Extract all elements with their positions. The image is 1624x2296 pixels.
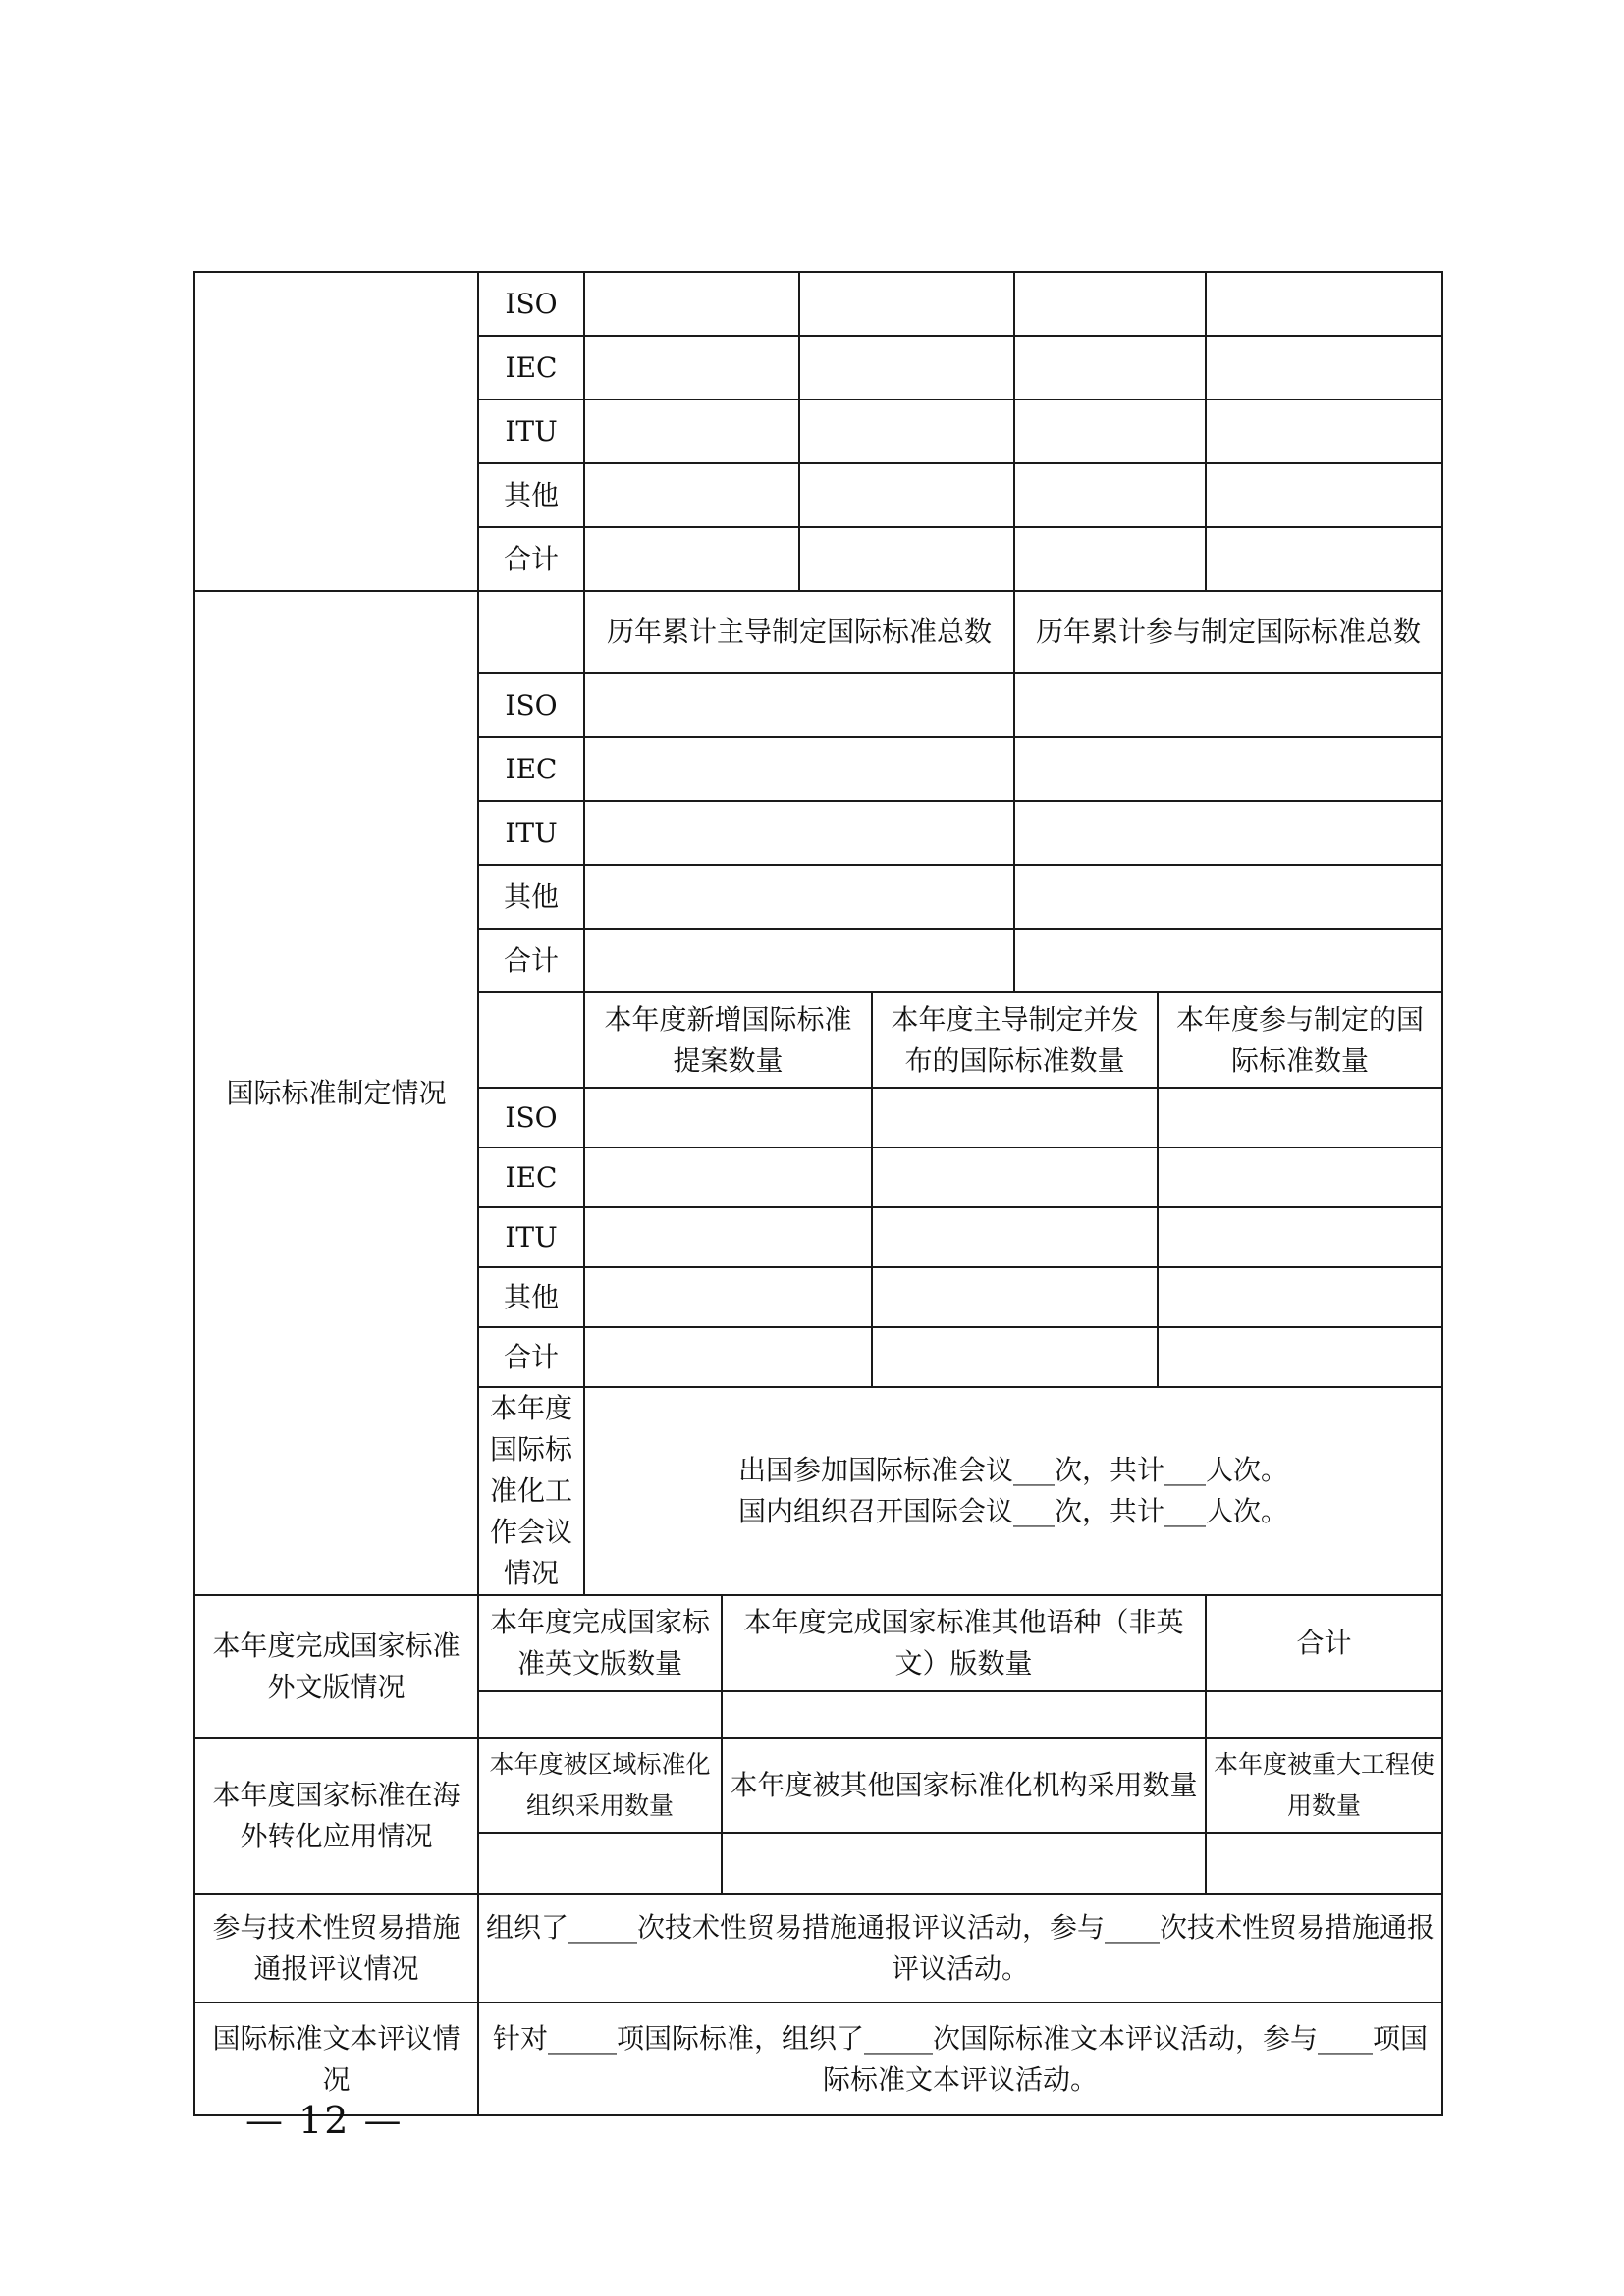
input-cell[interactable]: [584, 865, 1014, 929]
input-cell[interactable]: [872, 1327, 1158, 1387]
input-cell[interactable]: [1158, 1207, 1442, 1267]
row-label: 其他: [478, 1267, 584, 1327]
year-header-proposals: 本年度新增国际标准提案数量: [584, 992, 872, 1088]
row-label: 其他: [478, 463, 584, 527]
sec6-label: 参与技术性贸易措施通报评议情况: [194, 1894, 478, 2002]
sec2-label: 国际标准制定情况: [194, 591, 478, 1595]
sec1-label-cell: [194, 272, 478, 591]
cum-header-participate: 历年累计参与制定国际标准总数: [1014, 591, 1442, 673]
meeting-info[interactable]: [584, 1387, 1442, 1595]
sec4-header-total: 合计: [1206, 1595, 1442, 1691]
input-cell[interactable]: [722, 1833, 1206, 1894]
input-cell[interactable]: [799, 463, 1014, 527]
input-cell[interactable]: [1014, 801, 1442, 865]
input-cell[interactable]: [1206, 463, 1442, 527]
row-label: 其他: [478, 865, 584, 929]
input-cell[interactable]: [584, 1267, 872, 1327]
input-cell[interactable]: [722, 1691, 1206, 1738]
input-cell[interactable]: [1206, 400, 1442, 463]
input-cell[interactable]: [584, 737, 1014, 801]
row-label: IEC: [478, 1148, 584, 1207]
input-cell[interactable]: [799, 336, 1014, 400]
year-header-participate: 本年度参与制定的国际标准数量: [1158, 992, 1442, 1088]
input-cell[interactable]: [584, 673, 1014, 737]
input-cell[interactable]: [1206, 1691, 1442, 1738]
input-cell[interactable]: [1014, 272, 1206, 336]
input-cell[interactable]: [1014, 929, 1442, 992]
sec5-label: 本年度国家标准在海外转化应用情况: [194, 1738, 478, 1894]
input-cell[interactable]: [872, 1148, 1158, 1207]
input-cell[interactable]: [1014, 463, 1206, 527]
sec3-label: 本年度国际标准化工作会议情况: [478, 1387, 584, 1595]
input-cell[interactable]: [584, 1327, 872, 1387]
input-cell[interactable]: [1014, 336, 1206, 400]
input-cell[interactable]: [584, 336, 799, 400]
row-label: ITU: [478, 801, 584, 865]
sec4-label: 本年度完成国家标准外文版情况: [194, 1595, 478, 1738]
sec4-header-english: 本年度完成国家标准英文版数量: [478, 1595, 722, 1691]
row-label: ISO: [478, 1088, 584, 1148]
sec5-header-major-projects: 本年度被重大工程使用数量: [1206, 1738, 1442, 1833]
sec5-header-regional: 本年度被区域标准化组织采用数量: [478, 1738, 722, 1833]
input-cell[interactable]: [1158, 1148, 1442, 1207]
input-cell[interactable]: [1206, 272, 1442, 336]
input-cell[interactable]: [584, 463, 799, 527]
input-cell[interactable]: [478, 1691, 722, 1738]
input-cell[interactable]: [799, 527, 1014, 591]
row-label: ISO: [478, 272, 584, 336]
input-cell[interactable]: [584, 801, 1014, 865]
meeting-line-domestic: 国内组织召开国际会议___次，共计___人次。: [738, 1495, 1289, 1527]
input-cell[interactable]: [1206, 1833, 1442, 1894]
sec7-text[interactable]: 针对_____项国际标准，组织了_____次国际标准文本评议活动，参与____项国际标准文本评议活动。: [478, 2002, 1442, 2115]
input-cell[interactable]: [872, 1088, 1158, 1148]
input-cell[interactable]: [584, 272, 799, 336]
row-label: 合计: [478, 929, 584, 992]
input-cell[interactable]: [1158, 1327, 1442, 1387]
row-label: IEC: [478, 737, 584, 801]
meeting-line-abroad: 出国参加国际标准会议___次，共计___人次。: [738, 1454, 1289, 1486]
input-cell[interactable]: [584, 400, 799, 463]
header-blank: [478, 591, 584, 673]
page-number: — 12 —: [245, 2099, 404, 2142]
input-cell[interactable]: [1014, 865, 1442, 929]
input-cell[interactable]: [478, 1833, 722, 1894]
input-cell[interactable]: [799, 272, 1014, 336]
header-blank: [478, 992, 584, 1088]
input-cell[interactable]: [1014, 737, 1442, 801]
year-header-lead-published: 本年度主导制定并发布的国际标准数量: [872, 992, 1158, 1088]
row-label: ISO: [478, 673, 584, 737]
sec5-header-other-national: 本年度被其他国家标准化机构采用数量: [722, 1738, 1206, 1833]
cum-header-lead: 历年累计主导制定国际标准总数: [584, 591, 1014, 673]
input-cell[interactable]: [1206, 527, 1442, 591]
input-cell[interactable]: [584, 1088, 872, 1148]
input-cell[interactable]: [584, 929, 1014, 992]
row-label: 合计: [478, 527, 584, 591]
row-label: ITU: [478, 400, 584, 463]
input-cell[interactable]: [584, 1148, 872, 1207]
input-cell[interactable]: [1014, 400, 1206, 463]
input-cell[interactable]: [872, 1207, 1158, 1267]
sec4-header-other-languages: 本年度完成国家标准其他语种（非英文）版数量: [722, 1595, 1206, 1691]
input-cell[interactable]: [1014, 527, 1206, 591]
sec7-label: 国际标准文本评议情况: [194, 2002, 478, 2115]
input-cell[interactable]: [1014, 673, 1442, 737]
input-cell[interactable]: [799, 400, 1014, 463]
input-cell[interactable]: [872, 1267, 1158, 1327]
input-cell[interactable]: [584, 527, 799, 591]
row-label: IEC: [478, 336, 584, 400]
input-cell[interactable]: [1158, 1267, 1442, 1327]
international-standardization-form: [193, 271, 1443, 2116]
input-cell[interactable]: [584, 1207, 872, 1267]
input-cell[interactable]: [1206, 336, 1442, 400]
input-cell[interactable]: [1158, 1088, 1442, 1148]
row-label: 合计: [478, 1327, 584, 1387]
sec6-text[interactable]: 组织了_____次技术性贸易措施通报评议活动，参与____次技术性贸易措施通报评议活动。: [478, 1894, 1442, 2002]
row-label: ITU: [478, 1207, 584, 1267]
